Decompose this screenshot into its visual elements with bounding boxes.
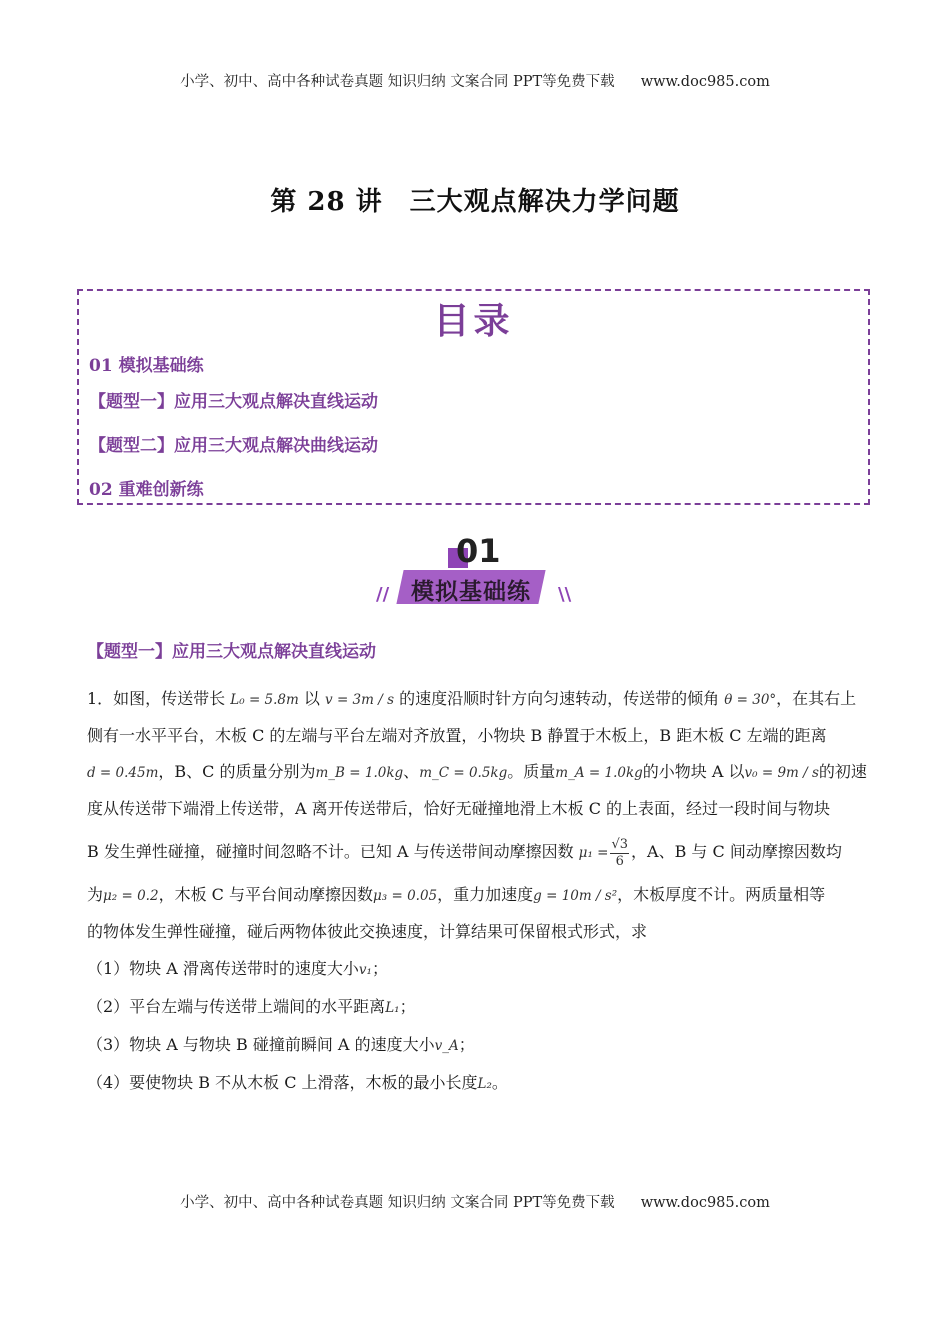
toc-item-advanced-practice[interactable]: 02 重难创新练: [89, 480, 204, 500]
problem-text: 为: [87, 885, 104, 904]
problem-text: 。质量: [507, 762, 556, 781]
toc-item-type-two[interactable]: 【题型二】应用三大观点解决曲线运动: [89, 436, 378, 456]
problem-line: 度从传送带下端滑上传送带，A 离开传送带后，恰好无碰撞地滑上木板 C 的上表面，经过一段时间与物块: [87, 798, 831, 818]
question-punct: ；: [458, 1035, 475, 1054]
page-header: [0, 70, 950, 91]
problem-text: B 发生弹性碰撞，碰撞时间忽略不计。已知 A 与传送带间动摩擦因数: [87, 842, 574, 861]
problem-text: 的初速: [818, 762, 867, 781]
math-g: g = 10m / s²: [533, 888, 618, 904]
problem-line: [87, 681, 865, 718]
problem-text: 的小物块 A 以: [642, 762, 745, 781]
footer-site-link[interactable]: www.doc985.com: [640, 1195, 770, 1211]
banner-label: 模拟基础练: [411, 579, 531, 605]
question-1: [87, 956, 388, 979]
math-L2: L₂: [477, 1076, 492, 1092]
question-punct: ；: [399, 997, 416, 1016]
question-text: （4）要使物块 B 不从木板 C 上滑落，木板的最小长度: [87, 1073, 478, 1092]
math-mu3: μ₃ = 0.05: [373, 888, 438, 904]
problem-1: [87, 681, 865, 950]
question-punct: ；: [371, 959, 388, 978]
problem-text: ，木板 C 与平台间动摩擦因数: [158, 885, 373, 904]
math-v1: v₁: [358, 962, 372, 978]
header-site-link[interactable]: www.doc985.com: [640, 74, 770, 90]
problem-text: ，A、B 与 C 间动摩擦因数均: [631, 842, 842, 861]
math-mu2: μ₂ = 0.2: [103, 888, 159, 904]
math-L0: L₀ = 5.8m: [230, 692, 299, 708]
math-vA: v_A: [434, 1038, 459, 1054]
problem-line: 侧有一水平平台，木板 C 的左端与平台左端对齐放置，小物块 B 静置于木板上，B 距木板 C 左端的距离: [87, 725, 827, 745]
toc-item-type-one[interactable]: 【题型一】应用三大观点解决直线运动: [89, 392, 378, 412]
math-theta: θ = 30°: [724, 692, 777, 708]
math-d: d = 0.45m: [87, 765, 159, 781]
problem-line: [87, 827, 865, 877]
math-v0: v₀ = 9m / s: [744, 765, 819, 781]
problem-text: 、: [403, 762, 420, 781]
question-punct: 。: [491, 1073, 508, 1092]
math-mu1-lhs: μ₁ =: [578, 845, 609, 861]
section-banner: [372, 532, 572, 612]
math-mu1-fraction: [610, 837, 629, 870]
banner-number: 01: [456, 532, 501, 570]
problem-line: [87, 877, 865, 914]
page-title: 第 28 讲 三大观点解决力学问题: [270, 187, 680, 217]
question-text: （1）物块 A 滑离传送带时的速度大小: [87, 959, 359, 978]
header-text: 小学、初中、高中各种试卷真题 知识归纳 文案合同 PPT等免费下载: [180, 74, 615, 90]
problem-text: ，在其右上: [776, 689, 857, 708]
question-text: （2）平台左端与传送带上端间的水平距离: [87, 997, 386, 1016]
question-2: [87, 994, 416, 1017]
question-4: [87, 1070, 508, 1093]
section-title: 【题型一】应用三大观点解决直线运动: [87, 642, 376, 662]
problem-line: 的物体发生弹性碰撞，碰后两物体彼此交换速度，计算结果可保留根式形式，求: [87, 921, 648, 941]
math-mu1-numerator: √3: [611, 837, 629, 852]
math-L1: L₁: [385, 1000, 400, 1016]
problem-text: ，重力加速度: [437, 885, 534, 904]
question-3: [87, 1032, 475, 1055]
footer-text: 小学、初中、高中各种试卷真题 知识归纳 文案合同 PPT等免费下载: [180, 1195, 615, 1211]
math-mA: m_A = 1.0kg: [555, 765, 643, 781]
math-mC: m_C = 0.5kg: [419, 765, 508, 781]
math-mB: m_B = 1.0kg: [315, 765, 404, 781]
problem-text: ，B、C 的质量分别为: [158, 762, 316, 781]
question-text: （3）物块 A 与物块 B 碰撞前瞬间 A 的速度大小: [87, 1035, 435, 1054]
banner-right-slash-icon: \\: [558, 584, 572, 605]
problem-text: 以: [303, 689, 320, 708]
problem-text: ，木板厚度不计。两质量相等: [617, 885, 826, 904]
problem-line: [87, 754, 865, 791]
page-footer: [0, 1191, 950, 1212]
math-v: v = 3m / s: [325, 692, 395, 708]
table-of-contents: [77, 289, 870, 505]
math-mu1-denominator: 6: [615, 854, 624, 869]
toc-heading: 目录: [433, 300, 514, 342]
problem-text: 1．如图，传送带长: [87, 689, 226, 708]
math-mu1: [578, 837, 631, 869]
toc-item-basic-practice[interactable]: 01 模拟基础练: [89, 356, 204, 376]
problem-text: 的速度沿顺时针方向匀速转动，传送带的倾角: [399, 689, 720, 708]
banner-left-slash-icon: //: [376, 584, 390, 605]
